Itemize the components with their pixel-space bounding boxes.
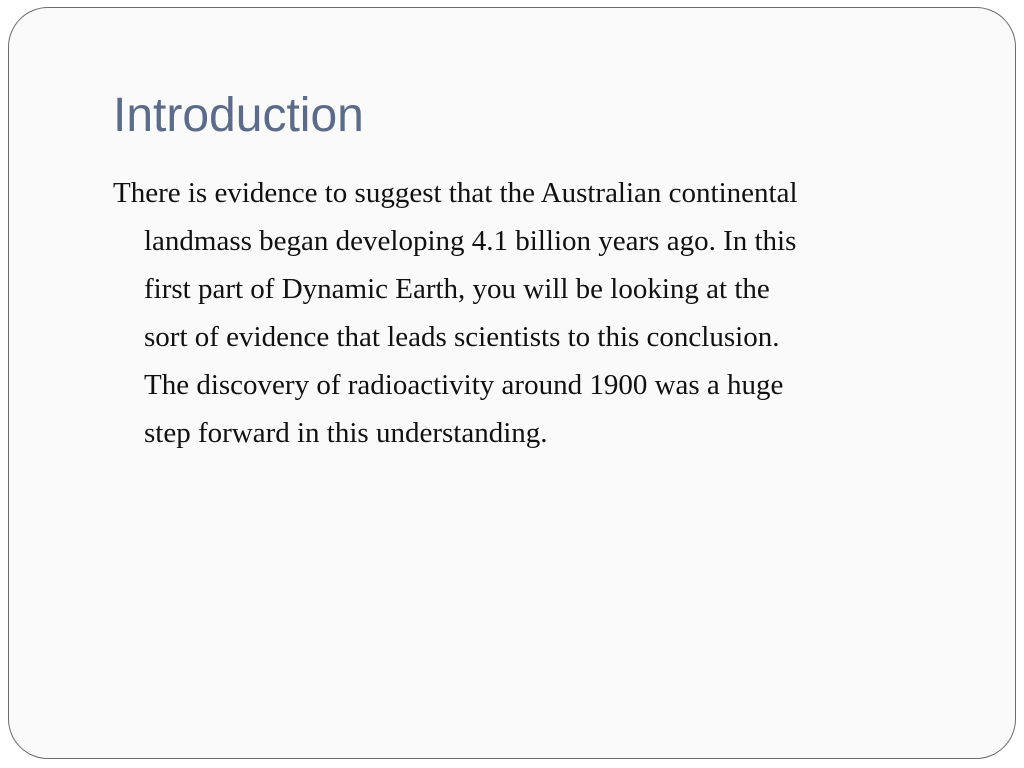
body-line: landmass began developing 4.1 billion years ago. In this — [144, 225, 797, 257]
body-paragraph — [113, 169, 963, 457]
body-line: sort of evidence that leads scientists to this conclusion. — [144, 321, 780, 353]
body-line: The discovery of radioactivity around 1900 was a huge — [144, 369, 784, 401]
slide-body — [113, 169, 963, 457]
body-line: There is evidence to suggest that the Australian continental — [113, 177, 798, 209]
body-line: first part of Dynamic Earth, you will be looking at the — [144, 273, 770, 305]
slide-title: Introduction — [113, 89, 364, 142]
body-line: step forward in this understanding. — [144, 417, 548, 449]
